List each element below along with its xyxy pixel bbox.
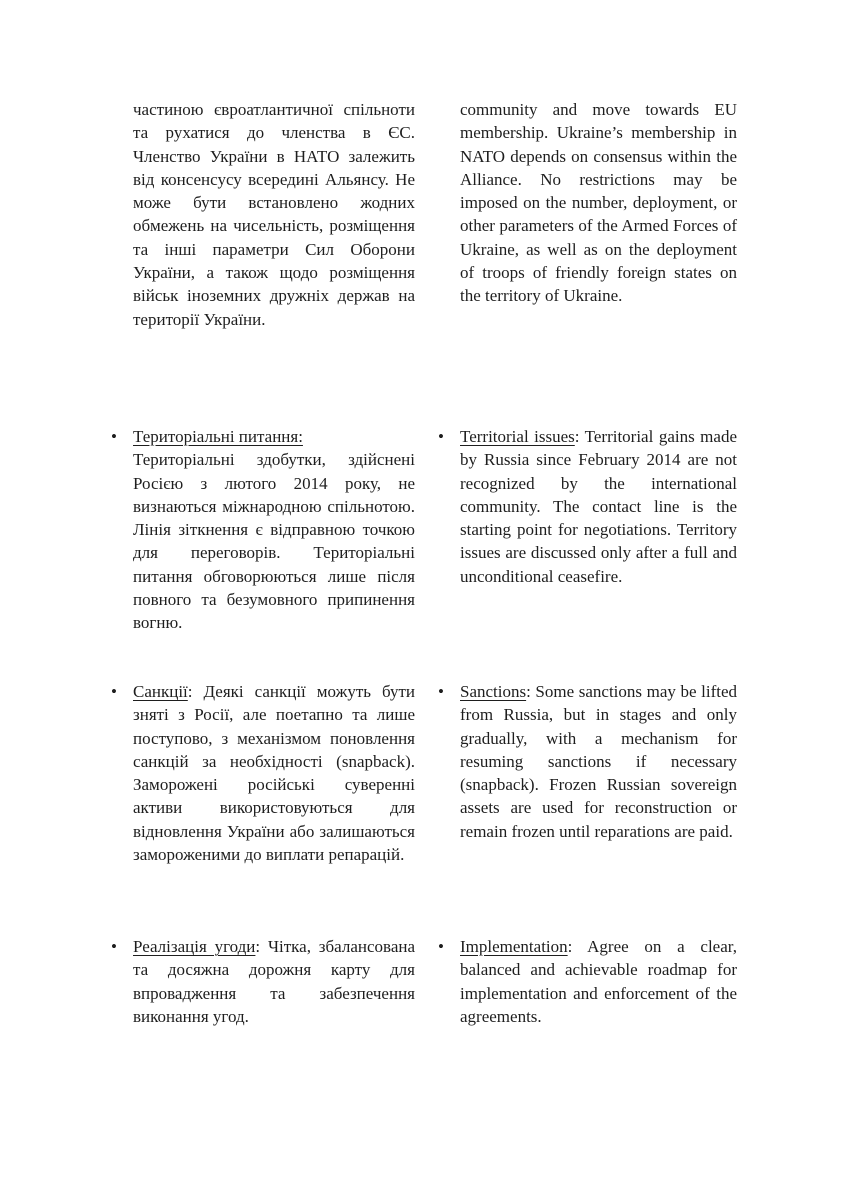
column-ukrainian (110, 935, 415, 1028)
list-item-implementation-uk (110, 935, 415, 1028)
column-english (437, 680, 737, 843)
item-text: : Деякі санкції можуть бути зняті з Росії, але поетапно та лише поступово, з механізмом поновлення санкцій за необхідності (snapback). Заморожені російські суверенні активи використовуються для відновлення України або залишаються замороженими до виплати репарацій. (133, 682, 415, 865)
paragraph-en-continuation: community and move towards EU membership. Ukraine’s membership in NATO depends on consensus within the Alliance. No restrictions may be imposed on the number, deployment, or other parameters of the Armed Forces of Ukraine, as well as on the deployment of troops of friendly foreign states on the territory of Ukraine. (460, 100, 737, 306)
column-english (437, 935, 737, 1028)
bullet-icon: • (111, 937, 117, 956)
page-content (110, 98, 738, 1028)
list-item-sanctions-en (437, 680, 737, 843)
list-item-body (460, 680, 737, 843)
item-heading: Territorial issues (460, 427, 575, 446)
list-item-body (133, 680, 415, 866)
section-territorial-issues (110, 425, 738, 680)
item-text: : Чітка, збалансована та досяжна дорожня карту для впровадження та забезпечення виконання угод. (133, 937, 416, 1026)
item-heading: Реалізація угоди (133, 937, 256, 956)
item-text: Територіальні здобутки, здійснені Росією з лютого 2014 року, не визнаються міжнародною спільнотою. Лінія зіткнення є відправною точкою для переговорів. Територіальні питання обговорюються лише після повного та безумовного припинення вогню. (133, 450, 415, 633)
item-heading: Sanctions (460, 682, 527, 701)
list-item-territorial-uk (110, 425, 415, 635)
paragraph-uk-continuation: частиною євроатлантичної спільноти та рухатися до членства в ЄС. Членство України в НАТО залежить від консенсусу всередині Альянсу. Не може бути встановлено жодних обмежень на чисельність, розміщення та інші параметри Сил Оборони України, а також щодо розміщення військ іноземних дружніх держав на території України. (133, 100, 415, 329)
list-item-body (460, 425, 737, 588)
section-sanctions (110, 680, 738, 935)
item-text: : Some sanctions may be lifted from Russia, but in stages and only gradually, with a mechanism for resuming sanctions if necessary (snapback). Frozen Russian sovereign assets are used for reconstruction or remain frozen until reparations are paid. (460, 682, 737, 841)
bullet-icon: • (111, 682, 117, 701)
section-nato-membership (110, 98, 738, 425)
column-ukrainian (110, 425, 415, 635)
item-heading: Санкції (133, 682, 188, 701)
list-item-body (133, 425, 415, 635)
column-ukrainian (110, 680, 415, 866)
bullet-icon: • (111, 427, 117, 446)
bullet-icon: • (438, 682, 444, 701)
column-ukrainian (110, 98, 415, 331)
bullet-icon: • (438, 427, 444, 446)
item-text: : Agree on a clear, balanced and achievable roadmap for implementation and enforcement of the agreements. (460, 937, 737, 1026)
item-text: : Territorial gains made by Russia since February 2014 are not recognized by the international community. The contact line is the starting point for negotiations. Territory issues are discussed only after a full and unconditional ceasefire. (460, 427, 737, 586)
list-item-body (133, 935, 415, 1028)
item-heading: Територіальні питання: (133, 427, 303, 446)
bullet-icon: • (438, 937, 444, 956)
column-english (437, 425, 737, 588)
list-item-territorial-en (437, 425, 737, 588)
item-heading: Implementation (460, 937, 568, 956)
list-item-body (460, 935, 737, 1028)
column-english (437, 98, 737, 308)
list-item-sanctions-uk (110, 680, 415, 866)
item-heading-line (133, 425, 415, 448)
section-implementation (110, 935, 738, 1028)
list-item-implementation-en (437, 935, 737, 1028)
